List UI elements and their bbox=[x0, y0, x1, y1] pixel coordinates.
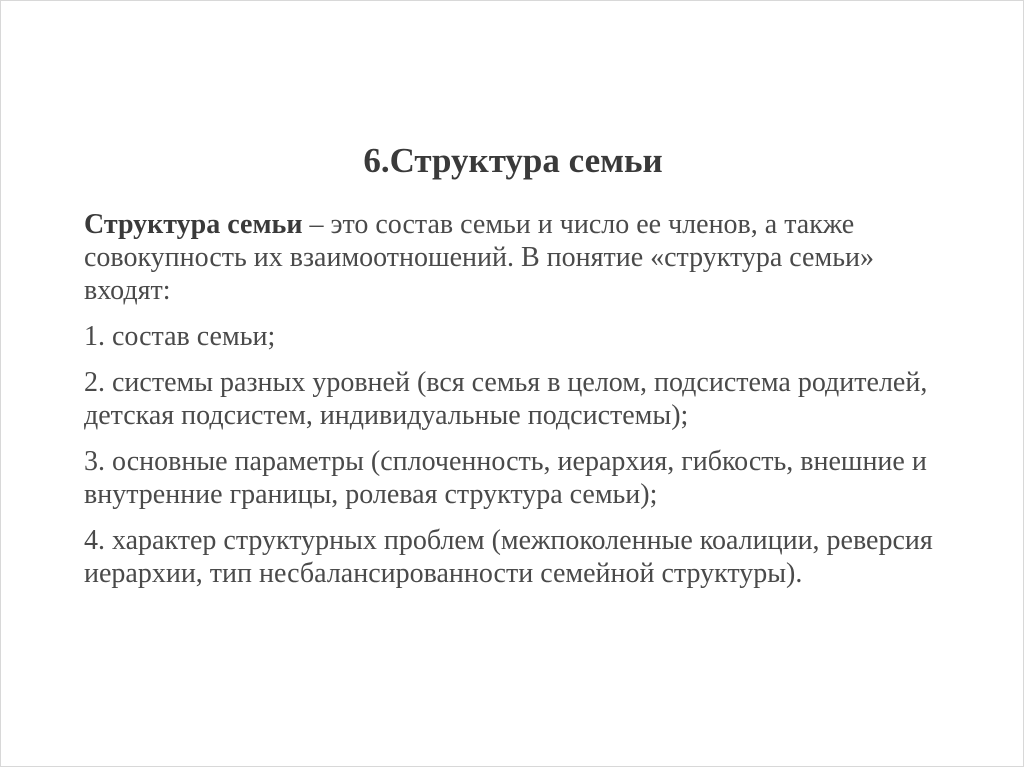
slide-title: 6.Структура семьи bbox=[363, 141, 663, 180]
slide-content bbox=[84, 208, 964, 603]
list-item-2: 2. системы разных уровней (вся семья в целом, подсистема родителей, детская подсистем, индивидуальные подсистемы); bbox=[84, 367, 928, 431]
definition-paragraph bbox=[84, 208, 964, 307]
definition-text: – это состав семьи и число ее членов, а также совокупность их взаимоотношений. В понятие «структура семьи» входят: bbox=[84, 209, 874, 306]
list-item-4: 4. характер структурных проблем (межпоколенные коалиции, реверсия иерархии, тип несбалансированности семейной структуры). bbox=[84, 525, 933, 589]
definition-term: Структура семьи bbox=[84, 209, 303, 240]
list-item-3: 3. основные параметры (сплоченность, иерархия, гибкость, внешние и внутренние границы, ролевая структура семьи); bbox=[84, 446, 927, 510]
list-item-1: 1. состав семьи; bbox=[84, 321, 276, 352]
